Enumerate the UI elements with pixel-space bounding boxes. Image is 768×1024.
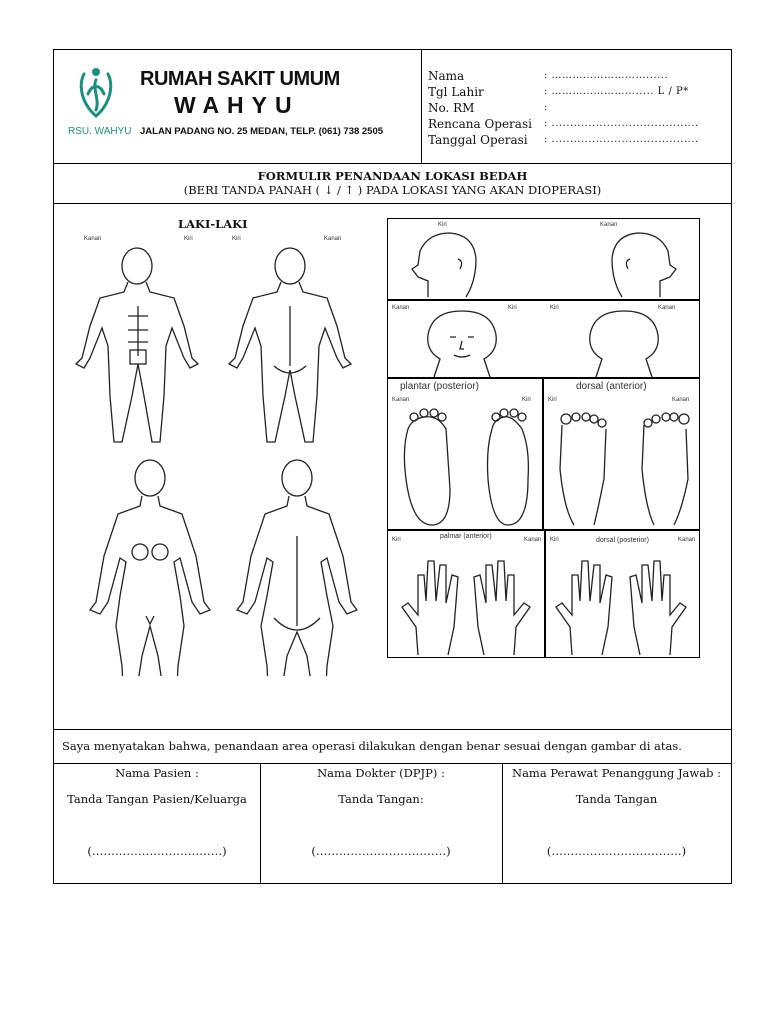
body-outline-diagram[interactable] xyxy=(62,246,367,676)
palmar-label-2: Kanan xyxy=(524,537,542,543)
consent-statement: Saya menyatakan bahwa, penandaan area operasi dilakukan dengan benar sesuai dengan gambar di atas. xyxy=(62,739,682,753)
surgical-site-marking-form xyxy=(53,49,732,884)
form-subtitle: (BERI TANDA PANAH ( ↓ / ↑ ) PADA LOKASI YANG AKAN DIOPERASI) xyxy=(183,183,602,197)
sig-role-doctor: Nama Dokter (DPJP) : xyxy=(317,766,445,780)
plantar-label-2: Kiri xyxy=(522,397,531,403)
dorsal-hand-diagram xyxy=(546,531,699,657)
head-front-panel[interactable] xyxy=(387,300,700,378)
sig-blank-patient[interactable]: (…………………………….) xyxy=(87,844,227,858)
dorsal-foot-label-1: Kiri xyxy=(548,397,557,403)
hospital-subname: WAHYU xyxy=(174,92,300,118)
field-nama[interactable]: : ………………………...... xyxy=(544,70,669,81)
head-front-label-1: Kanan xyxy=(392,305,410,311)
head-side-label-1: Kiri xyxy=(438,222,447,228)
hospital-name: RUMAH SAKIT UMUM xyxy=(140,68,340,90)
dorsal-hand-label-2: Kanan xyxy=(678,537,696,543)
body-label-2: Kiri xyxy=(184,236,193,242)
dorsal-foot-label-2: Kanan xyxy=(672,397,690,403)
hospital-logo-icon xyxy=(74,64,118,122)
palmar-hand-panel[interactable] xyxy=(387,530,545,658)
plantar-foot-diagram xyxy=(388,379,542,529)
field-tanggal-operasi[interactable]: : ........................................ xyxy=(544,134,699,145)
label-tanggal-operasi: Tanggal Operasi xyxy=(428,133,528,147)
head-side-panel[interactable] xyxy=(387,218,700,300)
body-label-4: Kanan xyxy=(324,236,342,242)
dorsal-foot-title: dorsal (anterior) xyxy=(576,381,647,392)
dorsal-hand-label-1: Kiri xyxy=(550,537,559,543)
title-bottom-line xyxy=(54,203,731,204)
head-front-label-4: Kanan xyxy=(658,305,676,311)
label-nama: Nama xyxy=(428,69,465,83)
field-no-rm[interactable]: : xyxy=(544,102,548,113)
label-tgl-lahir: Tgl Lahir xyxy=(428,85,484,99)
head-front-diagram xyxy=(388,301,699,377)
field-rencana-operasi[interactable]: : ........................................ xyxy=(544,118,699,129)
dorsal-hand-title: dorsal (posterior) xyxy=(596,537,649,544)
dorsal-hand-panel[interactable] xyxy=(545,530,700,658)
sig-blank-nurse[interactable]: (…………………………….) xyxy=(546,844,687,858)
hospital-address: JALAN PADANG NO. 25 MEDAN, TELP. (061) 738 2505 xyxy=(140,126,384,137)
signature-doctor xyxy=(260,763,502,858)
dorsal-foot-diagram xyxy=(544,379,699,529)
header-bottom-line xyxy=(54,163,731,164)
label-rencana-operasi: Rencana Operasi xyxy=(428,117,532,131)
dorsal-foot-panel[interactable] xyxy=(543,378,700,530)
field-tgl-lahir[interactable]: : ……………………..... L / P* xyxy=(544,86,689,97)
header-divider xyxy=(421,50,422,163)
sig-sign-nurse: Tanda Tangan xyxy=(575,792,658,806)
label-no-rm: No. RM xyxy=(428,101,475,115)
head-side-diagram xyxy=(388,219,699,299)
diagram-bottom-line xyxy=(54,729,731,730)
signature-nurse xyxy=(502,763,731,858)
head-front-label-3: Kiri xyxy=(550,305,559,311)
sig-role-nurse: Nama Perawat Penanggung Jawab : xyxy=(512,766,721,780)
sig-role-patient: Nama Pasien : xyxy=(115,766,199,780)
body-label-3: Kiri xyxy=(232,236,241,242)
sig-blank-doctor[interactable]: (…………………………….) xyxy=(311,844,451,858)
sig-sign-patient: Tanda Tangan Pasien/Keluarga xyxy=(67,792,247,806)
palmar-hand-diagram xyxy=(388,531,544,657)
plantar-label-1: Kanan xyxy=(392,397,410,403)
sig-sign-doctor: Tanda Tangan: xyxy=(338,792,424,806)
plantar-title: plantar (posterior) xyxy=(400,381,479,392)
plantar-foot-panel[interactable] xyxy=(387,378,543,530)
palmar-title: palmar (anterior) xyxy=(440,533,492,540)
body-title: LAKI-LAKI xyxy=(178,217,248,231)
body-label-1: Kanan xyxy=(84,236,102,242)
form-title: FORMULIR PENANDAAN LOKASI BEDAH xyxy=(257,169,528,183)
head-side-label-2: Kanan xyxy=(600,222,618,228)
head-front-label-2: Kiri xyxy=(508,305,517,311)
palmar-label-1: Kiri xyxy=(392,537,401,543)
logo-text: RSU. WAHYU xyxy=(68,126,132,137)
signature-patient xyxy=(54,763,260,858)
